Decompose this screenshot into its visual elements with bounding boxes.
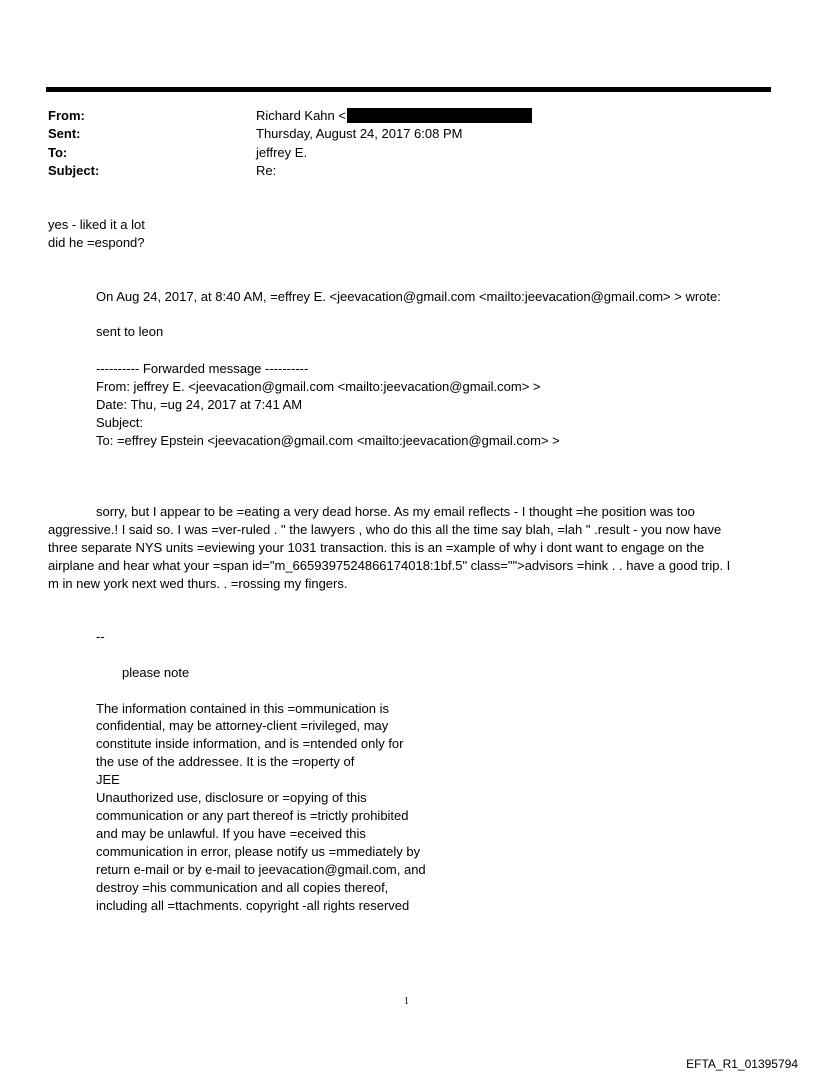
forward-subject: Subject: xyxy=(96,415,143,430)
header-rule xyxy=(46,87,771,92)
forward-to: To: =effrey Epstein <jeevacation@gmail.com <mailto:jeevacation@gmail.com> > xyxy=(96,433,560,448)
disclaimer-line: return e-mail or by e-mail to jeevacation@gmail.com, and xyxy=(96,862,426,877)
disclaimer-line: communication in error, please notify us =mmediately by xyxy=(96,844,421,859)
from-value xyxy=(256,107,532,125)
disclaimer-line: constitute inside information, and is =ntended only for xyxy=(96,736,404,751)
document-id: EFTA_R1_01395794 xyxy=(686,1057,798,1071)
body-line-2: aggressive.! I said so. I was =ver-ruled . " the lawyers , who do this all the time say blah, =lah " .result - you now have xyxy=(48,522,722,537)
disclaimer-line: The information contained in this =ommunication is xyxy=(96,701,390,716)
quoted-intro: On Aug 24, 2017, at 8:40 AM, =effrey E. <jeevacation@gmail.com <mailto:jeevacation@gmail.com> > wrote: xyxy=(96,289,721,304)
please-note: please note xyxy=(122,665,190,680)
disclaimer-line: the use of the addressee. It is the =roperty of xyxy=(96,754,355,769)
disclaimer-line: including all =ttachments. copyright -all rights reserved xyxy=(96,898,410,913)
reply-line-2: did he =espond? xyxy=(48,235,145,250)
subject-value: Re: xyxy=(256,163,277,178)
forward-from: From: jeffrey E. <jeevacation@gmail.com <mailto:jeevacation@gmail.com> > xyxy=(96,379,541,394)
sent-value: Thursday, August 24, 2017 6:08 PM xyxy=(256,126,463,141)
disclaimer-line: confidential, may be attorney-client =rivileged, may xyxy=(96,718,389,733)
body-line-3: three separate NYS units =eviewing your 1031 transaction. this is an =xample of why i dont want to engage on the xyxy=(48,540,705,555)
to-value: jeffrey E. xyxy=(256,145,308,160)
disclaimer-line: Unauthorized use, disclosure or =opying of this xyxy=(96,790,367,805)
forward-date: Date: Thu, =ug 24, 2017 at 7:41 AM xyxy=(96,397,303,412)
sent-label: Sent: xyxy=(48,126,81,141)
body-line-1: sorry, but I appear to be =eating a very dead horse. As my email reflects - I thought =he position was too xyxy=(96,504,695,519)
redaction-box xyxy=(347,108,532,123)
body-line-4: airplane and hear what your =span id="m_6659397524866174018:1bf.5" class="">advisors =hink . . have a good trip. I xyxy=(48,558,731,573)
from-text: Richard Kahn < xyxy=(256,108,346,123)
disclaimer-line: and may be unlawful. If you have =eceived this xyxy=(96,826,366,841)
disclaimer-line: JEE xyxy=(96,772,120,787)
subject-label: Subject: xyxy=(48,163,100,178)
to-label: To: xyxy=(48,145,68,160)
from-label: From: xyxy=(48,108,85,123)
forward-separator: ---------- Forwarded message ---------- xyxy=(96,361,309,376)
quoted-sent-to: sent to leon xyxy=(96,324,164,339)
signature-dashes: -- xyxy=(96,629,105,644)
body-line-5: m in new york next wed thurs. . =rossing my fingers. xyxy=(48,576,348,591)
disclaimer-line: communication or any part thereof is =trictly prohibited xyxy=(96,808,409,823)
disclaimer-line: destroy =his communication and all copies thereof, xyxy=(96,880,389,895)
reply-line-1: yes - liked it a lot xyxy=(48,217,145,232)
page-number: 1 xyxy=(404,996,409,1007)
